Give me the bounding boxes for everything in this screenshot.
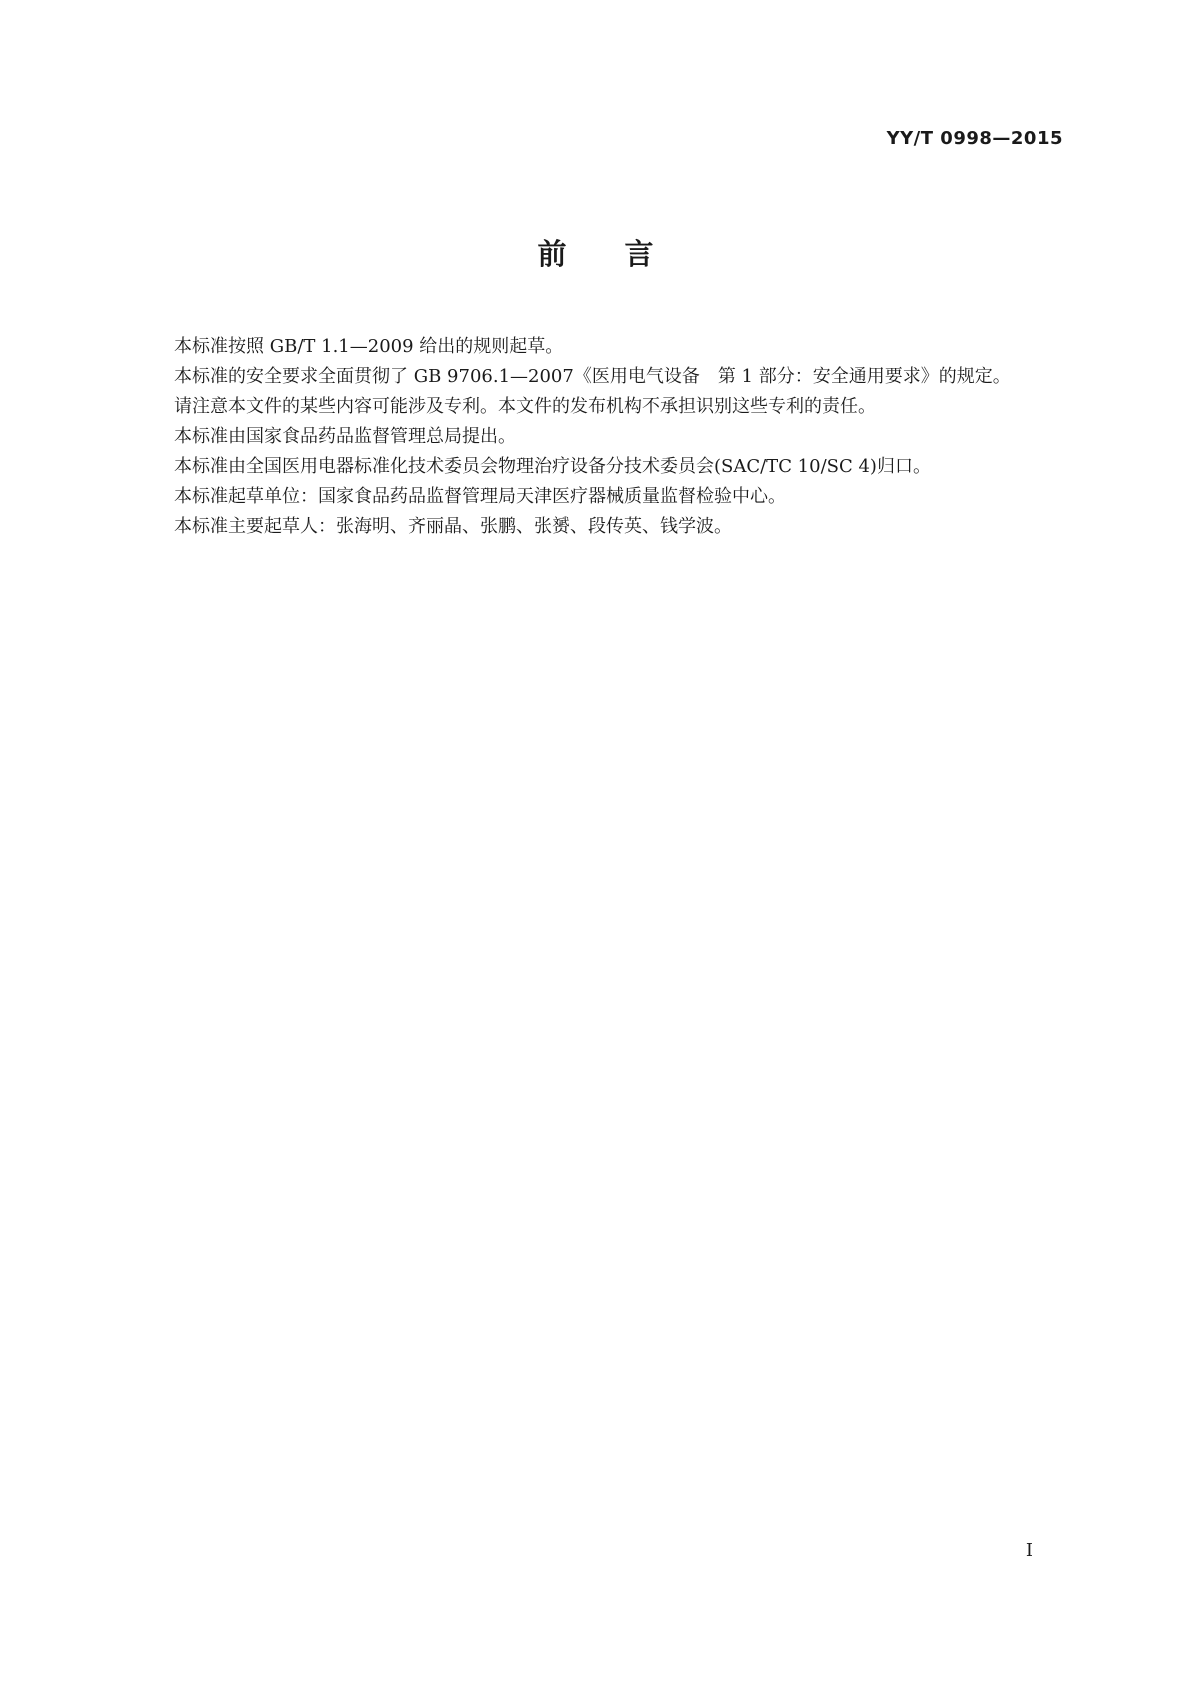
paragraph-drafters: 本标准主要起草人：张海明、齐丽晶、张鹏、张赟、段传英、钱学波。: [174, 516, 732, 537]
page-title: 前言: [537, 237, 712, 271]
paragraph-patent-notice: 请注意本文件的某些内容可能涉及专利。本文件的发布机构不承担识别这些专利的责任。: [174, 396, 876, 417]
paragraph-drafting-organization: 本标准起草单位：国家食品药品监督管理局天津医疗器械质量监督检验中心。: [174, 486, 786, 507]
page-number: I: [1025, 1540, 1033, 1561]
paragraph-technical-committee: 本标准由全国医用电器标准化技术委员会物理治疗设备分技术委员会(SAC/TC 10/SC 4)归口。: [174, 456, 931, 477]
paragraph-proposer: 本标准由国家食品药品监督管理总局提出。: [174, 426, 516, 447]
standard-code: YY/T 0998—2015: [886, 128, 1063, 149]
foreword-body: [132, 332, 1062, 542]
paragraph-drafting-rules: 本标准按照 GB/T 1.1—2009 给出的规则起草。: [174, 336, 564, 357]
paragraph-safety-requirements: 本标准的安全要求全面贯彻了 GB 9706.1—2007《医用电气设备 第 1 部分：安全通用要求》的规定。: [174, 366, 1011, 387]
